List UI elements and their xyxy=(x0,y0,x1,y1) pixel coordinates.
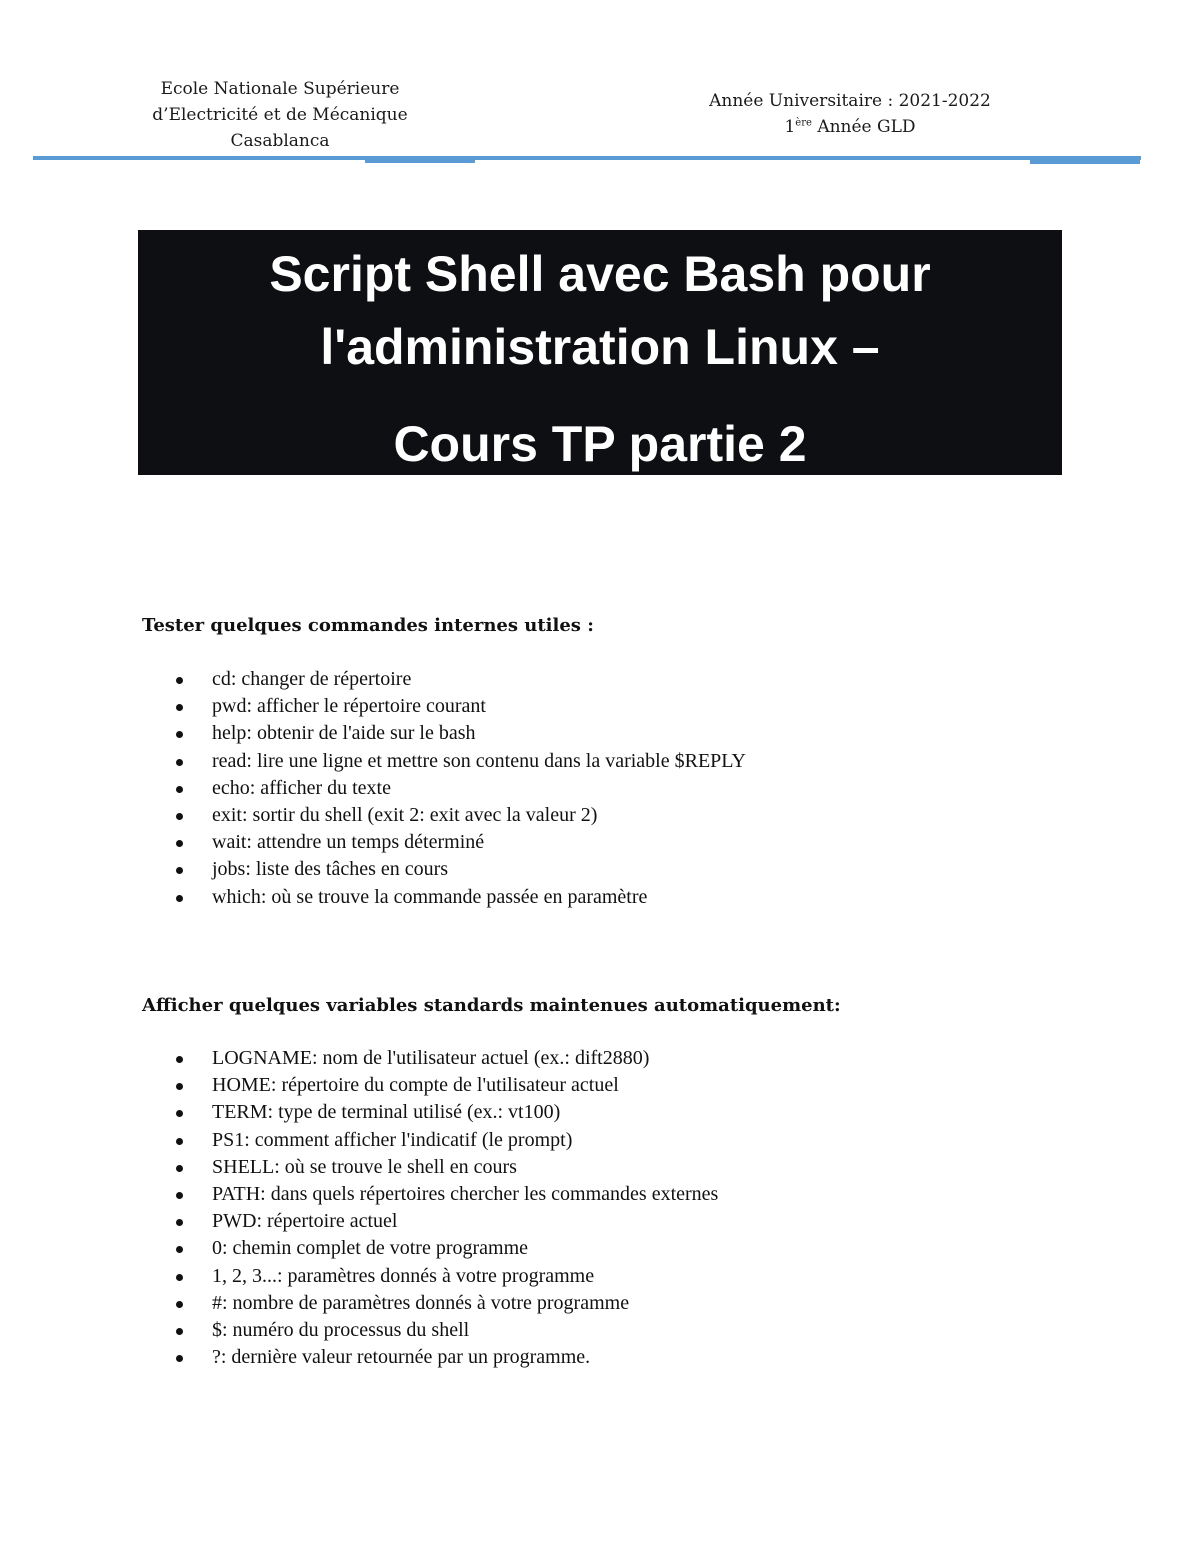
header-divider xyxy=(33,156,1141,160)
bullet-icon xyxy=(176,759,183,766)
list-item-text: $: numéro du processus du shell xyxy=(212,1318,470,1341)
list-item-text: PS1: comment afficher l'indicatif (le prompt) xyxy=(212,1128,573,1151)
list-item xyxy=(172,1208,718,1235)
school-line-1: Ecole Nationale Supérieure xyxy=(160,79,400,99)
list-item-text: ?: dernière valeur retournée par un programme. xyxy=(212,1346,591,1369)
level-superscript: ère xyxy=(795,117,812,129)
list-item xyxy=(172,1045,718,1072)
title-line-3: Cours TP partie 2 xyxy=(393,416,807,472)
list-item-text: SHELL: où se trouve le shell en cours xyxy=(212,1155,517,1178)
bullet-icon xyxy=(176,813,183,820)
bullet-icon xyxy=(176,786,183,793)
bullet-icon xyxy=(176,1056,183,1063)
bullet-icon xyxy=(176,867,183,874)
title-banner xyxy=(138,230,1062,475)
list-item-text: jobs: liste des tâches en cours xyxy=(212,858,449,881)
school-name xyxy=(140,76,420,154)
bullet-icon xyxy=(176,704,183,711)
title-line-2: l'administration Linux – xyxy=(320,319,880,375)
list-item xyxy=(172,1181,718,1208)
level-label: Année GLD xyxy=(811,117,916,137)
list-item xyxy=(172,829,746,856)
list-item xyxy=(172,1127,718,1154)
list-item-text: wait: attendre un temps déterminé xyxy=(212,831,485,854)
bullet-icon xyxy=(176,1110,183,1117)
list-item-text: read: lire une ligne et mettre son contenu dans la variable $REPLY xyxy=(212,749,746,772)
list-item xyxy=(172,1317,718,1344)
list-item-text: PATH: dans quels répertoires chercher les commandes externes xyxy=(212,1182,719,1205)
list-item xyxy=(172,720,746,747)
list-item-text: 1, 2, 3...: paramètres donnés à votre programme xyxy=(212,1264,595,1287)
list-item xyxy=(172,693,746,720)
list-item xyxy=(172,1263,718,1290)
bullet-icon xyxy=(176,1138,183,1145)
title-line-1: Script Shell avec Bash pour xyxy=(269,246,931,302)
bullet-icon xyxy=(176,1301,183,1308)
list-item xyxy=(172,666,746,693)
bullet-icon xyxy=(176,1328,183,1335)
bullet-icon xyxy=(176,1219,183,1226)
list-item-text: exit: sortir du shell (exit 2: exit avec la valeur 2) xyxy=(212,803,598,826)
academic-info xyxy=(690,88,1010,140)
header-divider-accent xyxy=(1030,157,1140,164)
bullet-icon xyxy=(176,1165,183,1172)
list-item xyxy=(172,1290,718,1317)
list-item xyxy=(172,884,746,911)
list-item-text: cd: changer de répertoire xyxy=(212,668,412,690)
list-item xyxy=(172,802,746,829)
school-line-2: d’Electricité et de Mécanique xyxy=(152,105,408,125)
bullet-icon xyxy=(176,677,183,684)
bullet-icon xyxy=(176,895,183,902)
list-item-text: PWD: répertoire actuel xyxy=(212,1210,398,1233)
study-level xyxy=(690,114,1010,140)
list-item xyxy=(172,748,746,775)
list-item xyxy=(172,1099,718,1126)
list-item-text: help: obtenir de l'aide sur le bash xyxy=(212,722,476,745)
list-item xyxy=(172,1154,718,1181)
list-item-text: 0: chemin complet de votre programme xyxy=(212,1237,529,1260)
bullet-icon xyxy=(176,1274,183,1281)
list-item xyxy=(172,1344,718,1371)
list-item-text: HOME: répertoire du compte de l'utilisateur actuel xyxy=(212,1074,619,1097)
list-item xyxy=(172,1235,718,1262)
list-item xyxy=(172,775,746,802)
list-item-text: which: où se trouve la commande passée en paramètre xyxy=(212,885,648,908)
academic-year: Année Universitaire : 2021-2022 xyxy=(709,91,991,111)
section-heading-variables: Afficher quelques variables standards maintenues automatiquement: xyxy=(142,995,841,1016)
bullet-icon xyxy=(176,1246,183,1253)
bullet-icon xyxy=(176,1083,183,1090)
header-divider-accent xyxy=(365,157,475,163)
list-item-text: echo: afficher du texte xyxy=(212,776,391,799)
level-number: 1 xyxy=(784,117,796,137)
section-heading-commands: Tester quelques commandes internes utiles : xyxy=(142,615,594,636)
list-item-text: TERM: type de terminal utilisé (ex.: vt100) xyxy=(212,1101,561,1124)
variables-list xyxy=(172,1045,718,1371)
bullet-icon xyxy=(176,1192,183,1199)
list-item-text: #: nombre de paramètres donnés à votre programme xyxy=(212,1291,630,1314)
bullet-icon xyxy=(176,840,183,847)
list-item-text: pwd: afficher le répertoire courant xyxy=(212,695,486,718)
list-item xyxy=(172,1072,718,1099)
bullet-icon xyxy=(176,731,183,738)
list-item xyxy=(172,856,746,883)
list-item-text: LOGNAME: nom de l'utilisateur actuel (ex.: dift2880) xyxy=(212,1047,650,1069)
commands-list xyxy=(172,666,746,911)
school-line-3: Casablanca xyxy=(230,131,330,151)
bullet-icon xyxy=(176,1355,183,1362)
